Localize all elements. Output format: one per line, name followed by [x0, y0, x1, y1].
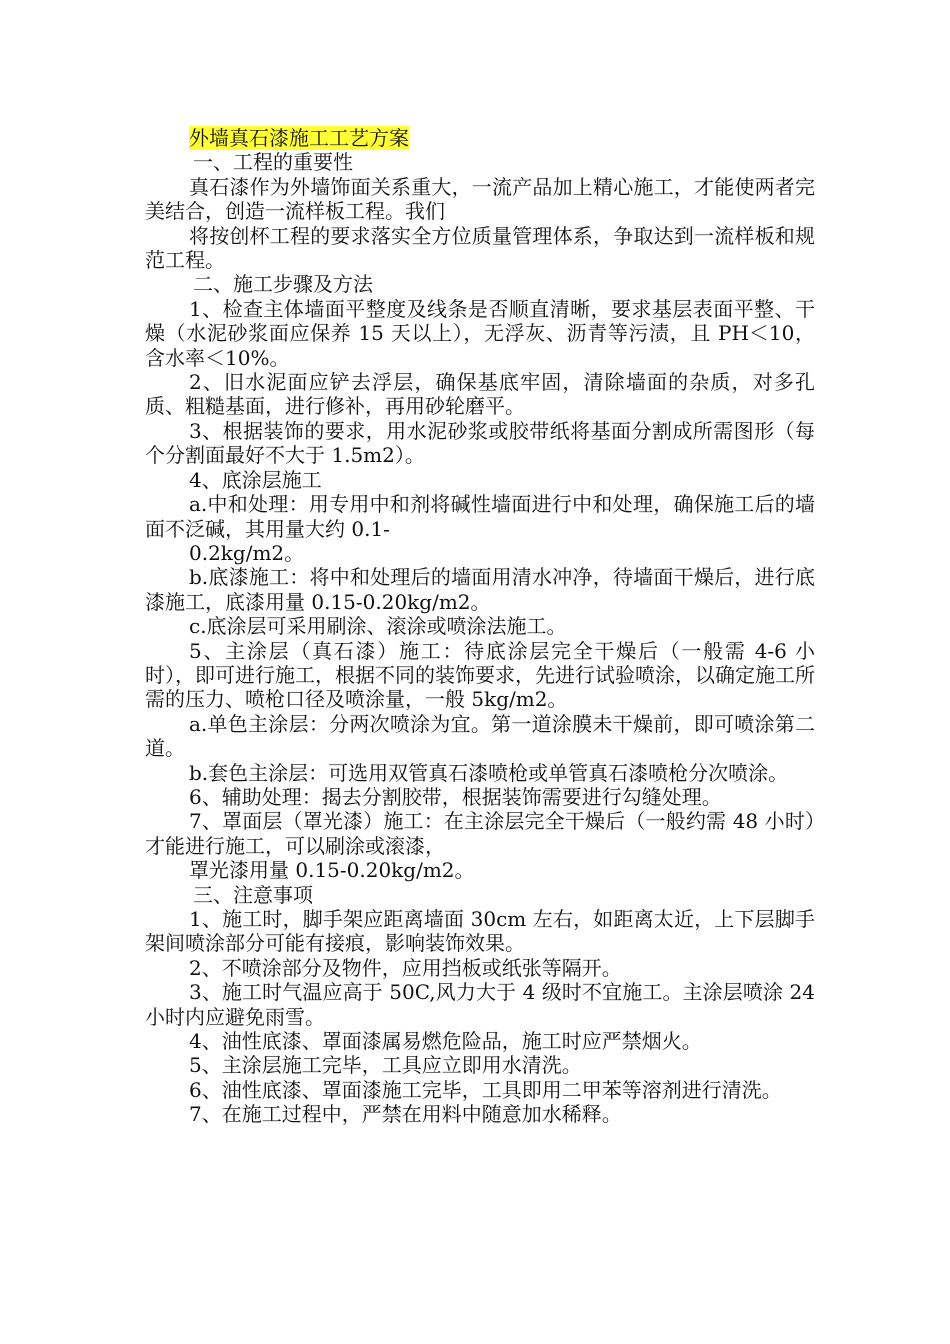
paragraph: 4、底涂层施工: [189, 467, 322, 492]
document-title: [145, 126, 815, 150]
paragraph: b.底漆施工：将中和处理后的墙面用清水冲净，待墙面干燥后，进行底漆施工，底漆用量 0.15-0.20kg/m2。: [145, 565, 815, 614]
paragraph: 5、主涂层（真石漆）施工：待底涂层完全干燥后（一般需 4-6 小时），即可进行施工，根据不同的装饰要求，先进行试验喷涂，以确定施工所需的压力、喷枪口径及喷涂量，一般 5kg/m2。: [145, 638, 815, 712]
section-heading-3: 三、注意事项: [193, 882, 313, 907]
paragraph: 4、油性底漆、罩面漆属易燃危险品，施工时应严禁烟火。: [189, 1029, 702, 1054]
paragraph: c.底涂层可采用刷涂、滚涂或喷涂法施工。: [189, 614, 567, 639]
paragraph: 罩光漆用量 0.15-0.20kg/m2。: [189, 858, 475, 883]
paragraph: 将按创杯工程的要求落实全方位质量管理体系，争取达到一流样板和规范工程。: [145, 223, 815, 273]
paragraph: 7、在施工过程中，严禁在用料中随意加水稀释。: [189, 1102, 622, 1127]
paragraph: 1、施工时，脚手架应距离墙面 30cm 左右，如距离太近，上下层脚手架间喷涂部分可能有接痕，影响装饰效果。: [145, 907, 815, 956]
paragraph: 真石漆作为外墙饰面关系重大，一流产品加上精心施工，才能使两者完美结合，创造一流样板工程。我们: [145, 174, 815, 224]
section-heading-1: 一、工程的重要性: [193, 150, 353, 175]
paragraph: a.中和处理：用专用中和剂将碱性墙面进行中和处理，确保施工后的墙面不泛碱，其用量大约 0.1-: [145, 492, 815, 541]
paragraph: 3、根据装饰的要求，用水泥砂浆或胶带纸将基面分割成所需图形（每个分割面最好不大于 1.5m2）。: [145, 418, 815, 468]
paragraph: 2、不喷涂部分及物件，应用挡板或纸张等隔开。: [189, 955, 622, 980]
paragraph: a.单色主涂层：分两次喷涂为宜。第一道涂膜未干燥前，即可喷涂第二道。: [145, 711, 815, 761]
paragraph: b.套色主涂层：可选用双管真石漆喷枪或单管真石漆喷枪分次喷涂。: [189, 760, 789, 785]
section-heading-2: 二、施工步骤及方法: [193, 272, 373, 297]
paragraph: 0.2kg/m2。: [189, 540, 305, 565]
paragraph: 5、主涂层施工完毕，工具应立即用水清洗。: [189, 1053, 582, 1078]
paragraph: 7、罩面层（罩光漆）施工：在主涂层完全干燥后（一般约需 48 小时）才能进行施工，可以刷涂或滚漆，: [145, 809, 815, 858]
paragraph: 1、检查主体墙面平整度及线条是否顺直清晰，要求基层表面平整、干燥（水泥砂浆面应保养 15 天以上），无浮灰、沥青等污渍，且 PH＜10，含水率＜10%。: [145, 296, 815, 370]
title-highlight: 外墙真石漆施工工艺方案: [189, 126, 409, 150]
paragraph: 6、油性底漆、罩面漆施工完毕，工具即用二甲苯等溶剂进行清洗。: [189, 1077, 782, 1102]
document-body: [145, 126, 815, 1127]
paragraph: 3、施工时气温应高于 50C,风力大于 4 级时不宜施工。主涂层喷涂 24 小时内应避免雨雪。: [145, 980, 815, 1029]
paragraph: 2、旧水泥面应铲去浮层，确保基底牢固，清除墙面的杂质，对多孔质、粗糙基面，进行修补，再用砂轮磨平。: [145, 370, 815, 419]
paragraph: 6、辅助处理：揭去分割胶带，根据装饰需要进行勾缝处理。: [189, 784, 722, 809]
